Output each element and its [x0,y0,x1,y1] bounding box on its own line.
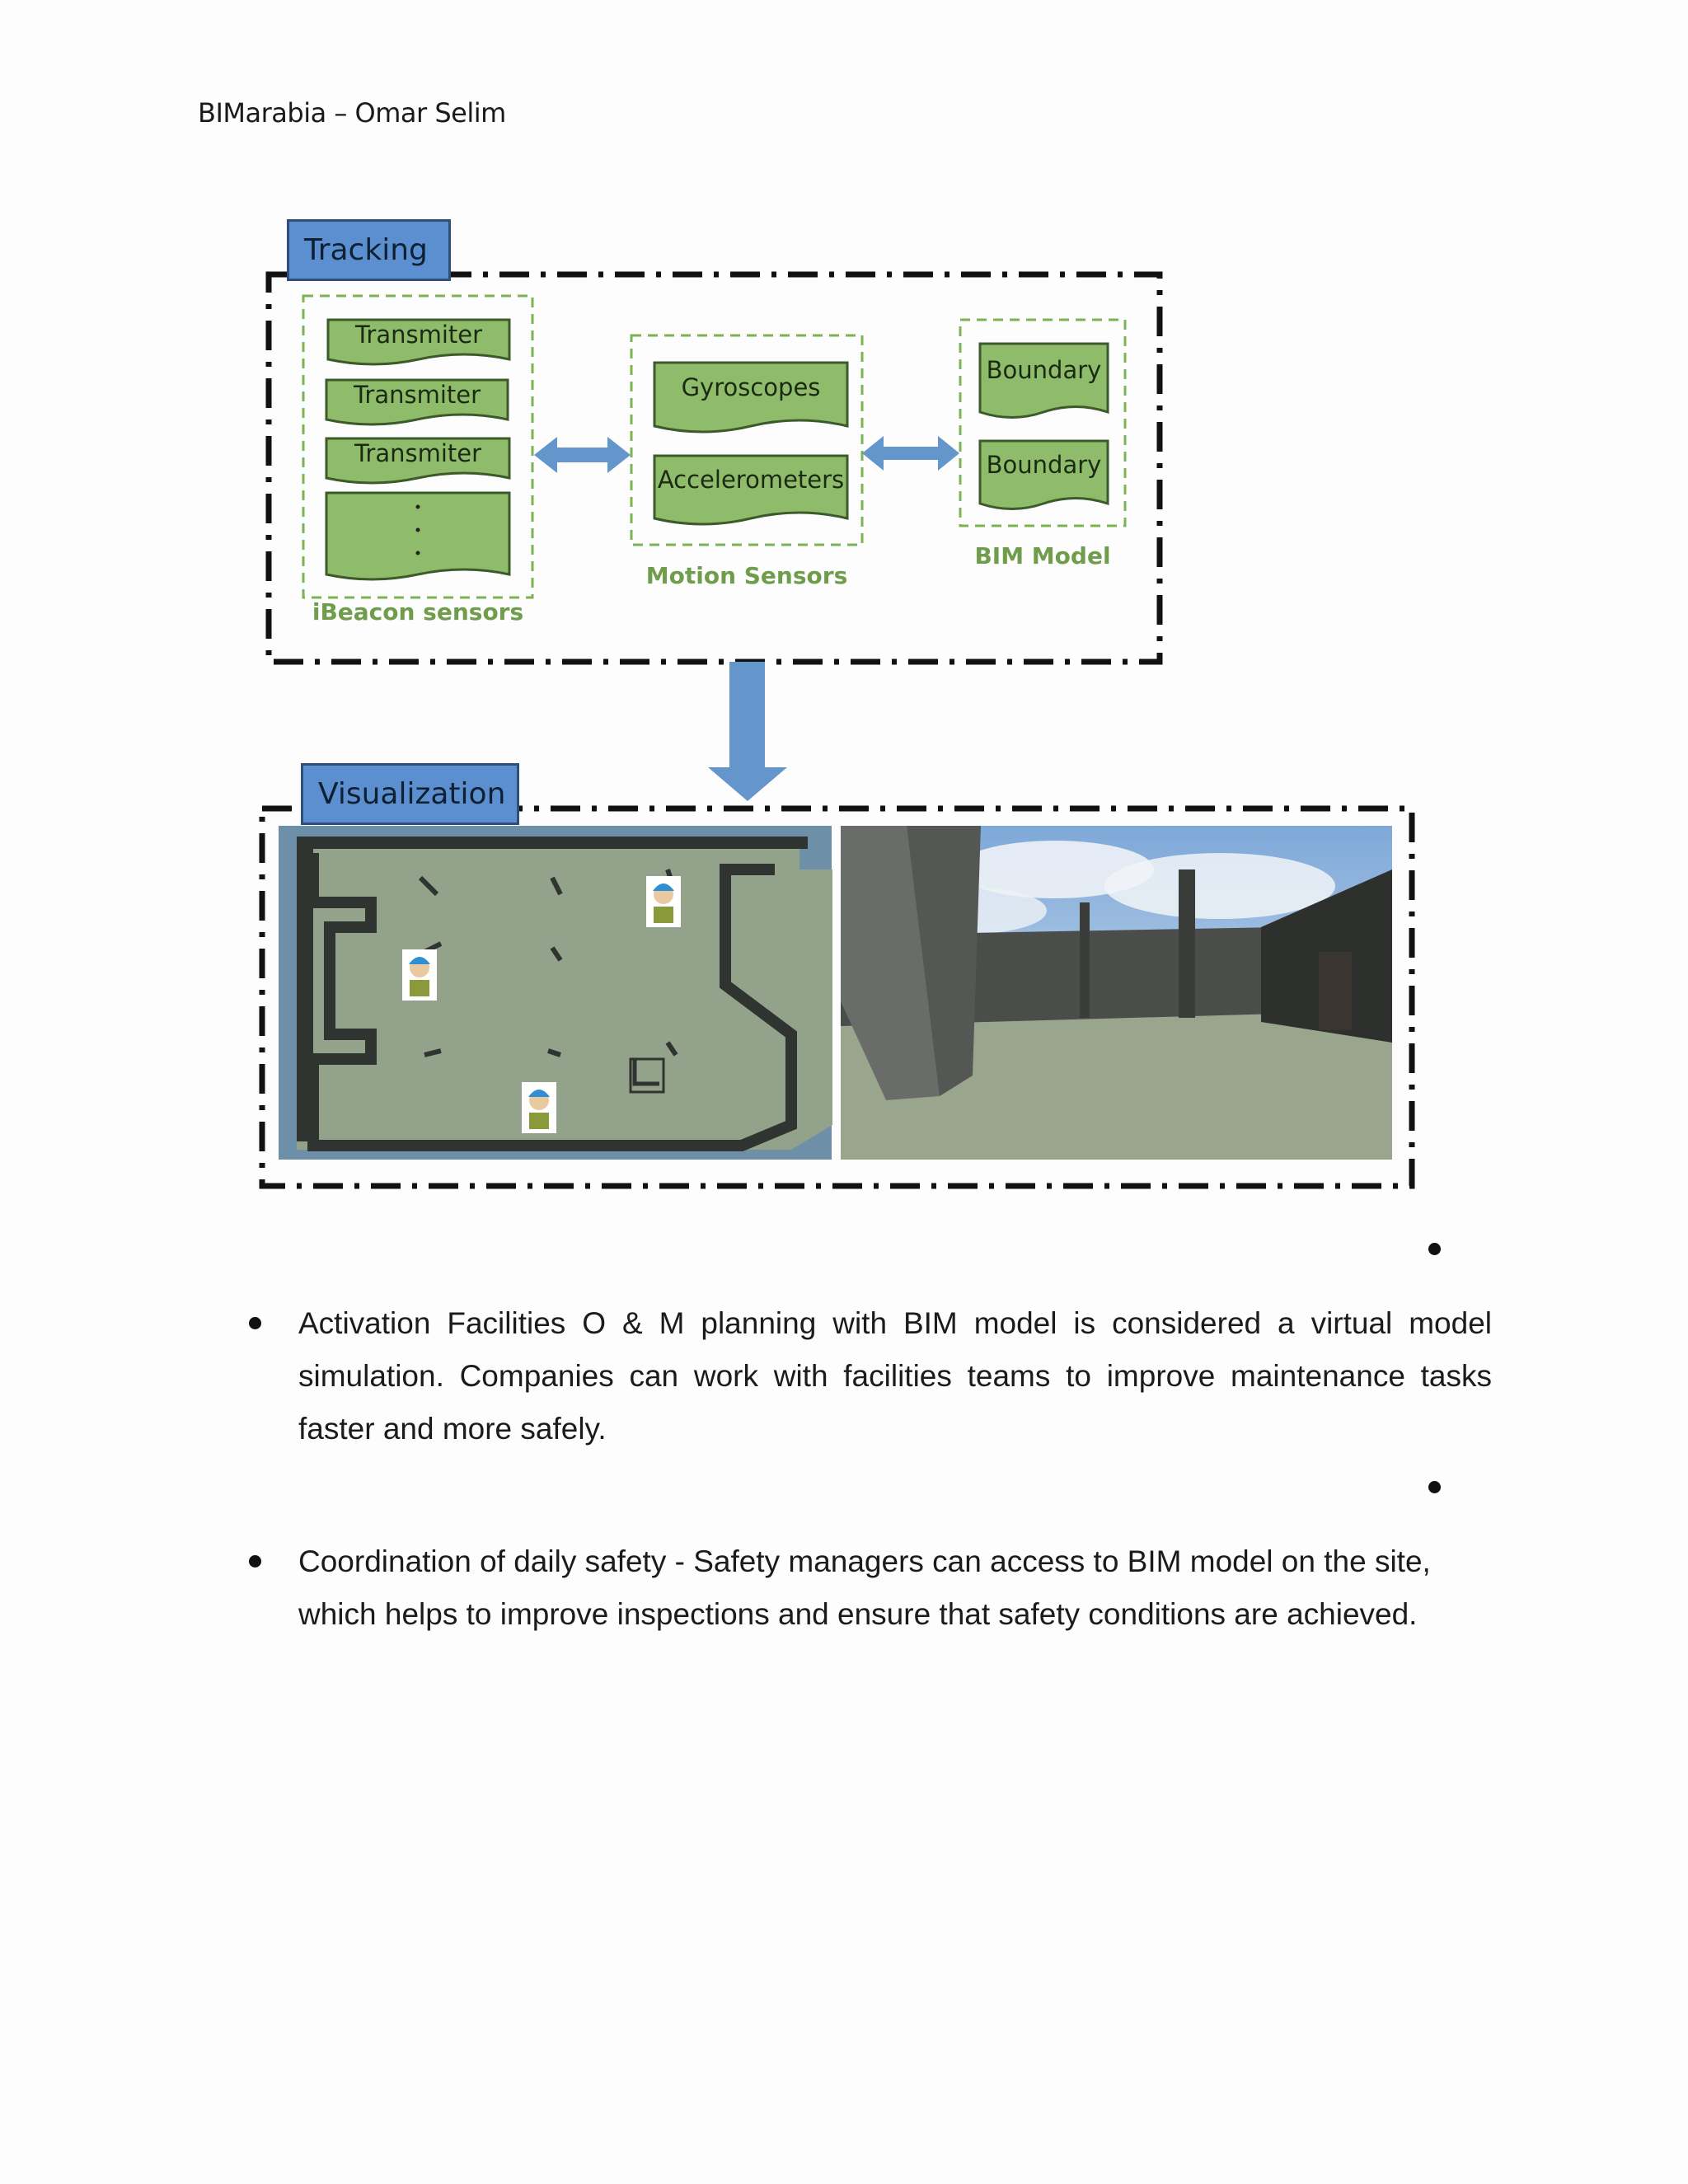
stray-bullet-marker [1428,1243,1441,1255]
floor-plan-image [279,826,832,1160]
transmitter-label-3: Transmiter [354,439,482,467]
transmitter-label-1: Transmiter [354,321,483,349]
tracking-visualization-diagram [247,210,1442,1195]
bullet-item-1: Activation Facilities O & M planning with BIM model is considered a virtual model simulation. Companies can work with facilities teams to improve maintenance tasks faster and more safely. [298,1306,1492,1446]
motion-sensors-label: Motion Sensors [645,562,848,589]
boundary-label-2: Boundary [986,451,1102,479]
worker-icon [402,949,437,1001]
page-header: BIMarabia – Omar Selim [198,97,506,129]
bullet-marker [249,1317,261,1329]
ibeacon-sensors-label: iBeacon sensors [312,598,524,626]
transmitter-label-2: Transmiter [353,381,481,409]
bim-model-label: BIM Model [974,542,1111,569]
tracking-title-tab [287,219,451,281]
double-arrow-ibeacon-motion [534,437,631,473]
down-arrow-tracking-visualization [708,662,787,801]
stray-bullet-marker [1428,1481,1441,1493]
bullet-item-2: Coordination of daily safety - Safety managers can access to BIM model on the site, which helps to improve inspections and ensure that safety conditions are achieved. [298,1544,1431,1631]
visualization-title-tab [301,763,519,825]
boundary-label-1: Boundary [986,356,1102,384]
double-arrow-motion-bim [862,436,959,471]
worker-icon [522,1082,556,1133]
3d-site-view-image [841,826,1392,1160]
transmitter-shape-more [326,493,509,579]
worker-icon [646,876,681,927]
bullet-marker [249,1555,261,1568]
visualization-title: Visualization [318,777,506,811]
diagram-svg [247,210,1442,1195]
tracking-title: Tracking [304,233,428,267]
accelerometers-label: Accelerometers [657,466,845,494]
gyroscopes-label: Gyroscopes [681,373,821,401]
